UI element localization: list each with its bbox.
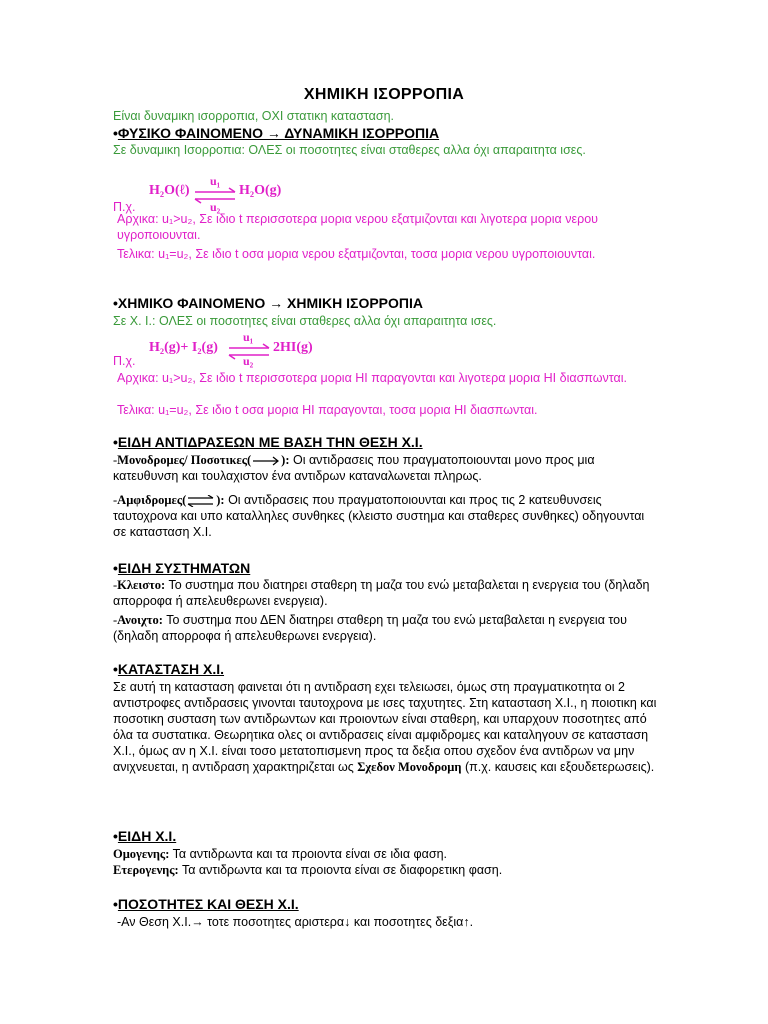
reactant: H₂O(ℓ)	[149, 183, 190, 198]
heterogeneous-text: Τα αντιδρωντα και τα προιοντα είναι σε διαφορετικη φαση.	[181, 863, 503, 877]
bullet: •	[113, 896, 118, 912]
section-heading-quantities	[113, 895, 658, 913]
bullet: •	[113, 560, 118, 576]
section-heading-physical	[113, 124, 658, 142]
equilibrium-state-paragraph: Σε αυτή τη κατασταση φαινεται ότι η αντιδραση εχει τελειωσει, όμως στη πραγματικοτητα οι 2 αντιστροφες αντιδρασεις γινονται ταυτοχρονα με ισες ταχυτητες. Στη κατασταση Χ.Ι., η ποιοτικη και ποσοτικη συσταση των αντιδρωντων και προιοντων είναι σταθερη, και υπαρχουν ποσοτητες από όλα τα συστατικα. Θεωρητικα ολες οι αντιδρασεις είναι αμφιδρομες και καταληγουν σε κατασταση Χ.Ι., όμως αν η Χ.Ι. είναι τοσο μετατοπισμενη προς τα δεξια οπου σχεδον ένα αντιδρων να μην ανιχνευεται, η αντιδραση χαρακτηριζεται ως Σχεδον Μονοδρομη (π.χ. καυσεις και εξουδετερωσεις).	[113, 680, 657, 774]
almost-one-way-term: Σχεδον Μονοδρομη	[357, 760, 462, 774]
water-equilibrium-equation	[113, 176, 413, 216]
example-label: Π.χ.	[113, 200, 136, 214]
homogeneous-text: Τα αντιδρωντα και τα προιοντα είναι σε ιδια φαση.	[172, 847, 447, 861]
open-system-text: Το συστημα που ΔΕΝ διατηρει σταθερη τη μαζα του ενώ μεταβαλεται η ενεργεια του (δηλαδη απορροφα ή απελευθερωνει ενεργεια).	[113, 613, 627, 643]
bullet: •	[113, 661, 118, 677]
example-label: Π.χ.	[113, 354, 136, 368]
homogeneous-label: Ομογενης:	[113, 847, 170, 861]
homogeneous-equilibrium	[113, 846, 658, 862]
initial-state-text: Αρχικα: u₁>u₂, Σε ιδιο t περισσοτερα μορια HI παραγονται και λιγοτερα μορια HI διασπωνται.	[117, 371, 627, 385]
bullet: •	[113, 295, 118, 311]
heading-label: ΧΗΜΙΚΟ ΦΑΙΝΟΜΕΝΟ → ΧΗΜΙΚΗ ΙΣΟΡΡΟΠΙΑ	[117, 295, 424, 311]
heading-label: ΠΟΣΟΤΗΤΕΣ ΚΑΙ ΘΕΣΗ Χ.Ι.	[117, 896, 299, 912]
initial-state-text: Αρχικα: u₁>u₂, Σε ιδιο t περισσοτερα μορια νερου εξατμιζονται και λιγοτερα μορια νερου υγροποιουνται.	[117, 212, 598, 242]
two-way-reactions: -Αμφιδρομες( ): Οι αντιδρασεις που πραγματοποιουνται και προς τις 2 κατευθυνσεις ταυτοχρονα και υπο καταλληλες συνθηκες (κλειστο συστημα και σταθερες συνθηκες) οδηγουνται σε κατασταση Χ.Ι.	[113, 493, 645, 539]
product: H₂O(g)	[239, 183, 282, 198]
one-way-text: Οι αντιδρασεις που πραγματοποιουνται μονο προς μια κατευθυνση και τουλαχιστον ένα αντιδρων καταναλωνεται πληρως.	[113, 453, 595, 483]
heterogeneous-equilibrium	[113, 862, 658, 878]
double-arrow-icon	[186, 495, 216, 507]
two-way-text: Οι αντιδρασεις που πραγματοποιουνται και προς τις 2 κατευθυνσεις ταυτοχρονα και υπο καταλληλες συνθηκες (κλειστο συστημα και σταθερες συνθηκες) οδηγουνται σε κατασταση Χ.Ι.	[113, 493, 645, 539]
quantities-text: -Αν Θεση Χ.Ι.→ τοτε ποσοτητες αριστερα↓ και ποσοτητες δεξια↑.	[117, 915, 474, 929]
heading-label: ΕΙΔΗ ΣΥΣΤΗΜΑΤΩΝ	[117, 560, 251, 576]
section-heading-system-types	[113, 559, 658, 577]
right-arrow-icon	[251, 456, 281, 466]
closed-system-label: Κλειστο:	[117, 578, 166, 592]
bullet: •	[113, 828, 118, 844]
rate-forward: u₁	[243, 330, 254, 344]
heading-label: ΕΙΔΗ Χ.Ι.	[117, 828, 177, 844]
open-system-label: Ανοιχτο:	[117, 613, 163, 627]
dynamic-equilibrium-note: Σε δυναμικη Ισορροπια: ΟΛΕΣ οι ποσοτητες είναι σταθερες αλλα όχι απαραιτητα ισες.	[113, 143, 586, 157]
bullet: •	[113, 434, 118, 450]
chemical-equilibrium-note: Σε Χ. Ι.: ΟΛΕΣ οι ποσοτητες είναι σταθερες αλλα όχι απαραιτητα ισες.	[113, 314, 497, 328]
heterogeneous-label: Ετερογενης:	[113, 863, 179, 877]
rate-forward: u₁	[210, 174, 221, 188]
closed-system-text: Το συστημα που διατηρει σταθερη τη μαζα του ενώ μεταβαλεται η ενεργεια του (δηλαδη απορροφα ή απελευθερωνει ενεργεια).	[113, 578, 650, 608]
final-state-text: Τελικα: u₁=u₂, Σε ιδιο t οσα μορια νερου εξατμιζονται, τοσα μορια νερου υγροποιουνται.	[117, 247, 596, 261]
one-way-reactions: -Μονοδρομες/ Ποσοτικες( ): Οι αντιδρασεις που πραγματοποιουνται μονο προς μια κατευθυνση και τουλαχιστον ένα αντιδρων καταναλωνεται πληρως.	[113, 453, 595, 483]
rate-reverse: u₂	[210, 200, 221, 214]
hi-equilibrium-equation	[113, 330, 433, 370]
heading-label: ΦΥΣΙΚΟ ΦΑΙΝΟΜΕΝΟ → ΔΥΝΑΜΙΚΗ ΙΣΟΡΡΟΠΙΑ	[117, 125, 440, 141]
one-way-label: Μονοδρομες/ Ποσοτικες(	[117, 453, 252, 467]
rate-reverse: u₂	[243, 354, 254, 368]
section-heading-equilibrium-state	[113, 660, 658, 678]
section-heading-chemical	[113, 294, 658, 312]
heading-label: ΕΙΔΗ ΑΝΤΙΔΡΑΣΕΩΝ ΜΕ ΒΑΣΗ ΤΗΝ ΘΕΣΗ Χ.Ι.	[117, 434, 423, 450]
final-state-text: Τελικα: u₁=u₂, Σε ιδιο t οσα μορια HI παραγονται, τοσα μορια HI διασπωνται.	[117, 403, 538, 417]
intro-text: Είναι δυναμικη ισορροπια, ΟΧΙ στατικη κατασταση.	[113, 109, 395, 123]
reactants: H₂(g)+ I₂(g)	[149, 340, 218, 355]
open-system: -Ανοιχτο: Το συστημα που ΔΕΝ διατηρει σταθερη τη μαζα του ενώ μεταβαλεται η ενεργεια του (δηλαδη απορροφα ή απελευθερωνει ενεργεια).	[113, 613, 627, 643]
closed-system: -Κλειστο: Το συστημα που διατηρει σταθερη τη μαζα του ενώ μεταβαλεται η ενεργεια του (δηλαδη απορροφα ή απελευθερωνει ενεργεια).	[113, 578, 650, 608]
product: 2HI(g)	[273, 340, 313, 355]
section-heading-equilibrium-types	[113, 827, 658, 845]
two-way-label: Αμφιδρομες(	[117, 493, 187, 507]
bullet: •	[113, 125, 118, 141]
page-title: ΧΗΜΙΚΗ ΙΣΟΡΡΟΠΙΑ	[303, 86, 465, 103]
heading-label: ΚΑΤΑΣΤΑΣΗ Χ.Ι.	[117, 661, 225, 677]
section-heading-reaction-types	[113, 433, 658, 451]
